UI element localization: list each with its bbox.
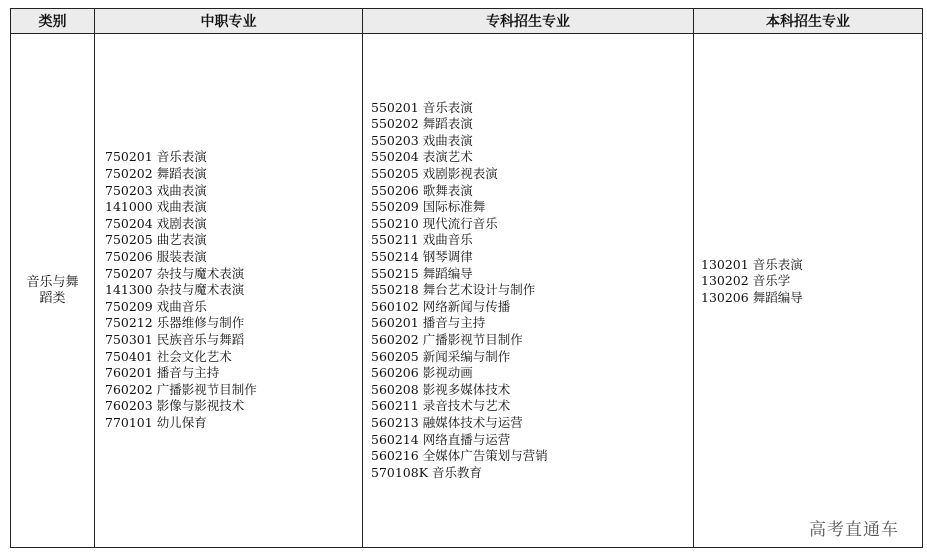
table-row xyxy=(11,34,923,548)
junior-college-majors-list xyxy=(363,100,693,482)
list-item: 550209 国际标准舞 xyxy=(371,199,486,215)
watermark-text: 高考直通车 xyxy=(809,520,899,540)
list-item: 550210 现代流行音乐 xyxy=(371,215,498,231)
list-item: 560205 新闻采编与制作 xyxy=(371,348,511,364)
list-item: 750212 乐器维修与制作 xyxy=(105,315,245,331)
undergraduate-majors-list xyxy=(694,257,922,307)
list-item: 750205 曲艺表演 xyxy=(105,232,207,248)
junior-college-majors-cell xyxy=(363,34,694,548)
list-item: 750301 民族音乐与舞蹈 xyxy=(105,331,245,347)
list-item: 550211 戏曲音乐 xyxy=(371,232,473,248)
list-item: 560208 影视多媒体技术 xyxy=(371,381,511,397)
list-item: 560211 录音技术与艺术 xyxy=(371,398,511,414)
secondary-majors-list xyxy=(95,149,362,431)
list-item: 750401 社会文化艺术 xyxy=(105,348,232,364)
list-item: 560102 网络新闻与传播 xyxy=(371,298,511,314)
list-item: 560213 融媒体技术与运营 xyxy=(371,414,523,430)
list-item: 550203 戏曲表演 xyxy=(371,132,473,148)
secondary-majors-cell xyxy=(95,34,363,548)
undergraduate-majors-cell xyxy=(694,34,923,548)
header-junior-college-majors: 专科招生专业 xyxy=(363,9,694,34)
header-undergraduate-majors: 本科招生专业 xyxy=(694,9,923,34)
list-item: 550205 戏剧影视表演 xyxy=(371,166,498,182)
list-item: 550214 钢琴调律 xyxy=(371,249,473,265)
header-row xyxy=(11,9,923,34)
list-item: 550218 舞台艺术设计与制作 xyxy=(371,282,536,298)
list-item: 141000 戏曲表演 xyxy=(105,199,207,215)
category-label: 音乐与舞蹈类 xyxy=(26,274,79,306)
list-item: 130201 音乐表演 xyxy=(701,256,803,272)
list-item: 750204 戏剧表演 xyxy=(105,215,207,231)
list-item: 750206 服装表演 xyxy=(105,249,207,265)
list-item: 770101 幼儿保育 xyxy=(105,414,207,430)
list-item: 570108K 音乐教育 xyxy=(371,464,483,480)
list-item: 130202 音乐学 xyxy=(701,273,791,289)
list-item: 750203 戏曲表演 xyxy=(105,182,207,198)
list-item: 760202 广播影视节目制作 xyxy=(105,381,257,397)
list-item: 750201 音乐表演 xyxy=(105,149,207,165)
list-item: 750202 舞蹈表演 xyxy=(105,166,207,182)
list-item: 130206 舞蹈编导 xyxy=(701,289,803,305)
list-item: 750207 杂技与魔术表演 xyxy=(105,265,245,281)
major-table xyxy=(10,8,923,548)
list-item: 760203 影像与影视技术 xyxy=(105,398,245,414)
list-item: 550204 表演艺术 xyxy=(371,149,473,165)
list-item: 560214 网络直播与运营 xyxy=(371,431,511,447)
list-item: 550206 歌舞表演 xyxy=(371,182,473,198)
list-item: 141300 杂技与魔术表演 xyxy=(105,282,245,298)
list-item: 550202 舞蹈表演 xyxy=(371,116,473,132)
header-category: 类别 xyxy=(11,9,95,34)
list-item: 560206 影视动画 xyxy=(371,365,473,381)
list-item: 550201 音乐表演 xyxy=(371,99,473,115)
list-item: 560201 播音与主持 xyxy=(371,315,486,331)
list-item: 750209 戏曲音乐 xyxy=(105,298,207,314)
list-item: 560216 全媒体广告策划与营销 xyxy=(371,448,548,464)
list-item: 760201 播音与主持 xyxy=(105,365,220,381)
header-secondary-majors: 中职专业 xyxy=(95,9,363,34)
list-item: 560202 广播影视节目制作 xyxy=(371,331,523,347)
category-cell xyxy=(11,34,95,548)
list-item: 550215 舞蹈编导 xyxy=(371,265,473,281)
